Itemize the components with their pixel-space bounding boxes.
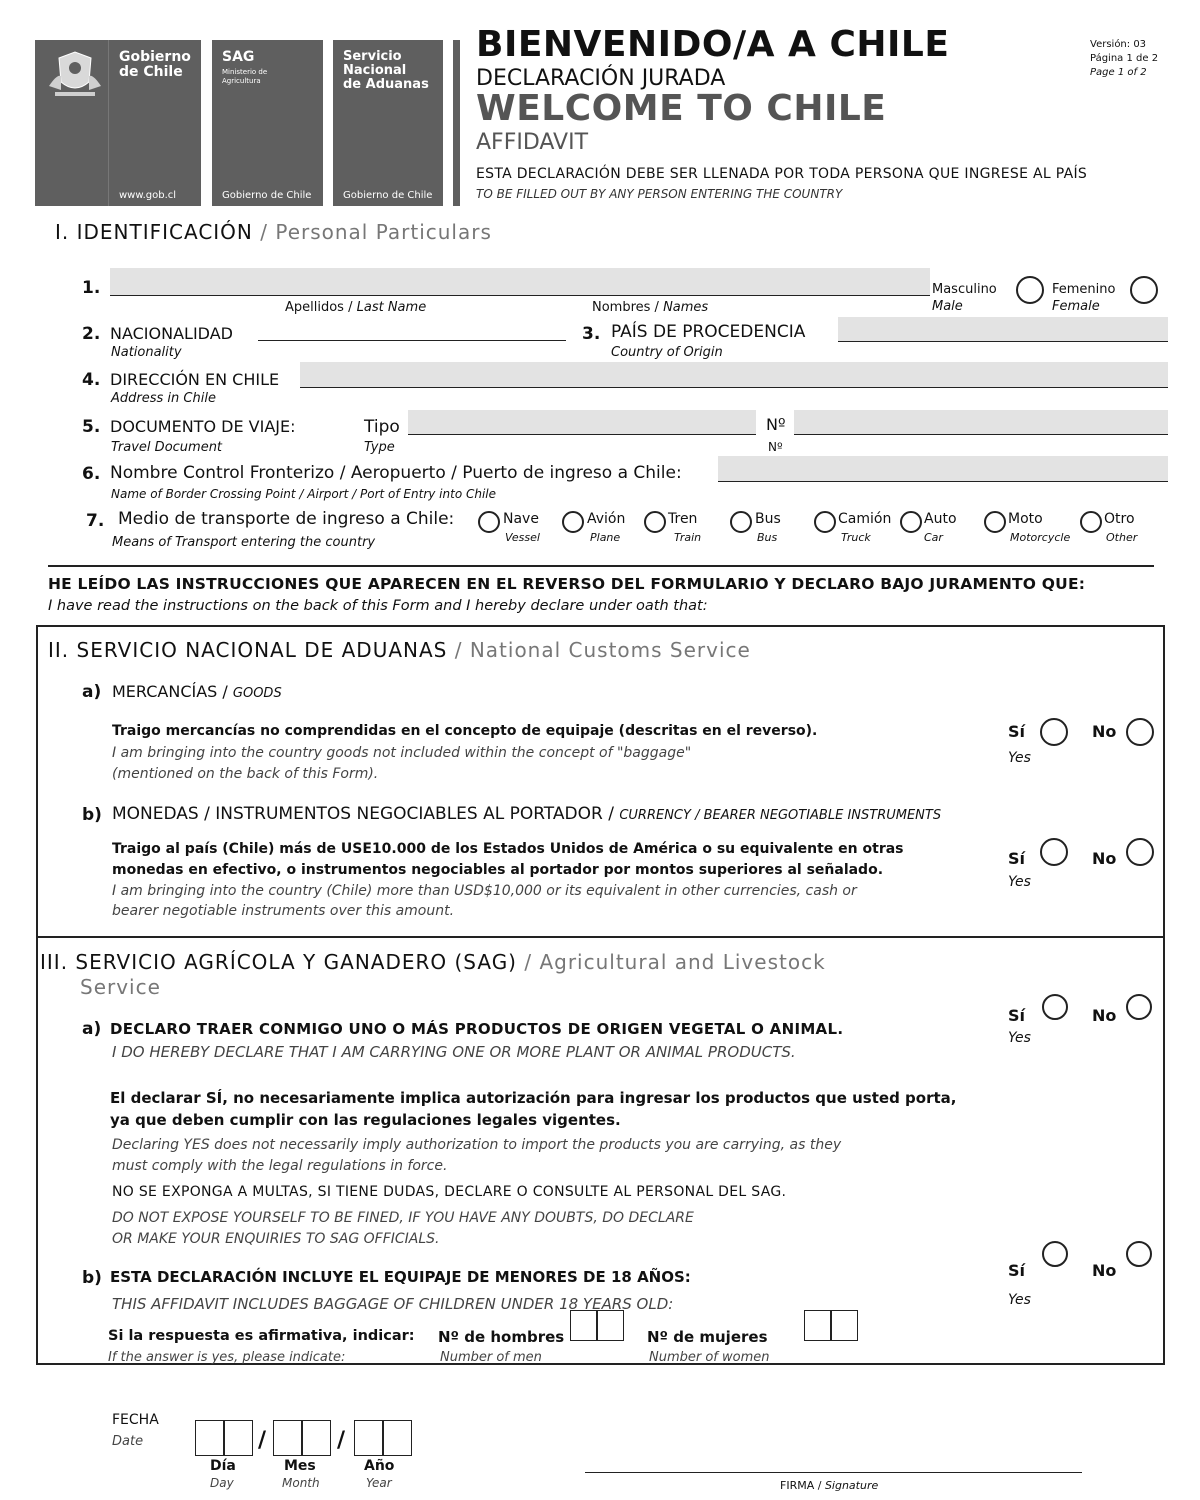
logo-aduanas (333, 40, 443, 206)
women-count-label-en: Number of women (649, 1350, 770, 1365)
customs-b-label: b) (82, 805, 102, 825)
month-box-2[interactable] (301, 1420, 331, 1456)
transport-train-label: Tren (668, 511, 698, 527)
year-box-1[interactable] (354, 1420, 384, 1456)
transport-label-en: Means of Transport entering the country (112, 535, 376, 550)
section-3-title: III. SERVICIO AGRÍCOLA Y GANADERO (SAG) / Agricultural and Livestock (40, 950, 826, 974)
address-label: DIRECCIÓN EN CHILE (110, 370, 280, 389)
currency-text-2: monedas en efectivo, o instrumentos negociables al portador por montos superiores al señalado. (112, 862, 884, 878)
transport-bus-label: Bus (755, 511, 781, 527)
field-2-number: 2. (82, 324, 101, 344)
sag-b-yes-radio[interactable] (1042, 1241, 1068, 1267)
logo-title: Servicio Nacional de Aduanas (343, 49, 429, 92)
transport-plane-label-en: Plane (590, 531, 621, 544)
transport-plane-label: Avión (587, 511, 626, 527)
day-label: Día (210, 1458, 236, 1474)
section-3-title-line2: Service (80, 975, 161, 999)
goods-yes-label: Sí (1008, 722, 1026, 741)
goods-text: Traigo mercancías no comprendidas en el concepto de equipaje (descritas en el reverso). (112, 723, 818, 739)
address-label-en: Address in Chile (111, 391, 216, 406)
transport-vessel-label-en: Vessel (505, 531, 540, 544)
currency-no-label: No (1092, 849, 1117, 868)
transport-other-radio[interactable] (1080, 511, 1102, 533)
sag-b-title: ESTA DECLARACIÓN INCLUYE EL EQUIPAJE DE MENORES DE 18 AÑOS: (110, 1268, 691, 1286)
logo-sag (212, 40, 323, 206)
sag-a-title: DECLARO TRAER CONMIGO UNO O MÁS PRODUCTOS DE ORIGEN VEGETAL O ANIMAL. (110, 1020, 844, 1038)
sag-b-yes-label: Sí (1008, 1261, 1026, 1280)
oath-es: HE LEÍDO LAS INSTRUCCIONES QUE APARECEN EN EL REVERSO DEL FORMULARIO Y DECLARO BAJO JURAMENTO QUE: (48, 575, 1086, 593)
field-4-number: 4. (82, 370, 101, 390)
goods-text-en-2: (mentioned on the back of this Form). (112, 766, 379, 782)
transport-truck-radio[interactable] (814, 511, 836, 533)
entry-point-input[interactable] (718, 456, 1168, 482)
sag-a-yes-radio[interactable] (1042, 994, 1068, 1020)
logo-title: SAG (222, 49, 255, 65)
nationality-label-en: Nationality (111, 345, 182, 360)
country-of-origin-input[interactable] (838, 317, 1168, 342)
date-label-en: Date (112, 1434, 144, 1449)
day-label-en: Day (210, 1476, 234, 1490)
transport-motorcycle-label: Moto (1008, 511, 1043, 527)
name-input[interactable] (110, 268, 930, 296)
version-info: Versión: 03 Página 1 de 2 Page 1 of 2 (1090, 39, 1159, 78)
currency-yes-radio[interactable] (1040, 838, 1068, 866)
doc-number-label: Nº (766, 415, 786, 434)
sag-b-label: b) (82, 1268, 102, 1288)
transport-vessel-radio[interactable] (478, 511, 500, 533)
doc-number-input[interactable] (794, 410, 1168, 435)
oath-en: I have read the instructions on the back of this Form and I hereby declare under oath that: (48, 598, 708, 614)
currency-text-en-1: I am bringing into the country (Chile) more than USD$10,000 or its equivalent in other currencies, cash or (112, 883, 857, 899)
sag-note-en-2: must comply with the legal regulations in force. (112, 1158, 448, 1174)
doc-type-label: Tipo (364, 417, 400, 437)
transport-other-label: Otro (1104, 511, 1135, 527)
nationality-input[interactable] (258, 320, 566, 341)
sag-b-yes-label-en: Yes (1008, 1292, 1031, 1308)
goods-yes-label-en: Yes (1008, 750, 1031, 766)
sag-warning-en-2: OR MAKE YOUR ENQUIRIES TO SAG OFFICIALS. (112, 1231, 440, 1247)
logo-footer: Gobierno de Chile (343, 190, 433, 201)
male-label: Masculino Male (932, 282, 997, 314)
year-label: Año (364, 1458, 395, 1474)
goods-no-label: No (1092, 722, 1117, 741)
signature-line[interactable] (585, 1452, 1082, 1473)
women-count-box-1[interactable] (804, 1310, 832, 1341)
men-count-label-en: Number of men (440, 1350, 542, 1365)
section-2-title: II. SERVICIO NACIONAL DE ADUANAS / National Customs Service (48, 638, 751, 662)
transport-vessel-label: Nave (503, 511, 539, 527)
entry-point-label: Nombre Control Fronterizo / Aeropuerto / Puerto de ingreso a Chile: (110, 463, 682, 483)
female-label: Femenino Female (1052, 282, 1116, 314)
notice-en: TO BE FILLED OUT BY ANY PERSON ENTERING THE COUNTRY (476, 187, 843, 201)
transport-train-radio[interactable] (644, 511, 666, 533)
title-es: BIENVENIDO/A A CHILE (476, 24, 950, 65)
transport-car-radio[interactable] (900, 511, 922, 533)
transport-label: Medio de transporte de ingreso a Chile: (118, 509, 455, 529)
country-of-origin-label-en: Country of Origin (611, 345, 723, 360)
transport-train-label-en: Train (674, 531, 702, 544)
sag-warning-en-1: DO NOT EXPOSE YOURSELF TO BE FINED, IF YOU HAVE ANY DOUBTS, DO DECLARE (112, 1210, 694, 1226)
entry-point-label-en: Name of Border Crossing Point / Airport / Port of Entry into Chile (111, 487, 497, 501)
day-box-2[interactable] (223, 1420, 253, 1456)
customs-a-label: a) (82, 682, 102, 702)
transport-plane-radio[interactable] (562, 511, 584, 533)
men-count-box-2[interactable] (596, 1310, 624, 1341)
sag-note-2: ya que deben cumplir con las regulaciones legales vigentes. (110, 1111, 621, 1129)
signature-label: FIRMA / Signature (780, 1479, 879, 1492)
field-3-number: 3. (582, 324, 601, 344)
transport-car-label-en: Car (924, 531, 943, 544)
currency-no-radio[interactable] (1126, 838, 1154, 866)
women-count-label: Nº de mujeres (647, 1328, 768, 1346)
men-count-label: Nº de hombres (438, 1328, 565, 1346)
transport-truck-label-en: Truck (841, 531, 871, 544)
surname-label: Apellidos / Last Name (285, 300, 427, 315)
date-separator-1: / (258, 1428, 267, 1453)
currency-yes-label: Sí (1008, 849, 1026, 868)
transport-bus-radio[interactable] (730, 511, 752, 533)
currency-yes-label-en: Yes (1008, 874, 1031, 890)
field-6-number: 6. (82, 464, 101, 484)
logo-subtitle: Ministerio de Agricultura (222, 68, 268, 85)
sag-note-en-1: Declaring YES does not necessarily imply authorization to import the products you are carrying, as they (112, 1137, 842, 1153)
sag-a-no-label: No (1092, 1006, 1117, 1025)
address-input[interactable] (300, 362, 1168, 388)
month-label-en: Month (282, 1476, 320, 1490)
transport-car-label: Auto (924, 511, 957, 527)
names-label: Nombres / Names (592, 300, 709, 315)
sag-warning: NO SE EXPONGA A MULTAS, SI TIENE DUDAS, DECLARE O CONSULTE AL PERSONAL DEL SAG. (112, 1184, 787, 1200)
goods-title: MERCANCÍAS / GOODS (112, 682, 282, 701)
section-divider (48, 565, 1154, 567)
goods-yes-radio[interactable] (1040, 718, 1068, 746)
doc-number-label-en: Nº (768, 440, 783, 454)
goods-text-en-1: I am bringing into the country goods not included within the concept of "baggage" (112, 745, 692, 761)
subtitle-en: AFFIDAVIT (476, 130, 589, 155)
coat-of-arms-icon (43, 46, 107, 102)
title-en: WELCOME TO CHILE (476, 88, 887, 129)
doc-type-label-en: Type (364, 440, 395, 455)
sag-a-no-radio[interactable] (1126, 994, 1152, 1020)
header-divider (453, 40, 460, 206)
if-yes-label-en: If the answer is yes, please indicate: (108, 1350, 346, 1365)
subtitle-es: DECLARACIÓN JURADA (476, 66, 726, 91)
day-box-1[interactable] (195, 1420, 225, 1456)
notice-es: ESTA DECLARACIÓN DEBE SER LLENADA POR TODA PERSONA QUE INGRESE AL PAÍS (476, 166, 1088, 182)
transport-motorcycle-label-en: Motorcycle (1010, 531, 1071, 544)
country-of-origin-label: PAÍS DE PROCEDENCIA (611, 322, 806, 342)
currency-text-en-2: bearer negotiable instruments over this amount. (112, 903, 455, 919)
nationality-label: NACIONALIDAD (110, 324, 233, 343)
section-1-title: I. IDENTIFICACIÓN / Personal Particulars (55, 220, 492, 244)
male-radio[interactable] (1016, 276, 1044, 304)
travel-document-label: DOCUMENTO DE VIAJE: (110, 417, 296, 436)
sag-b-no-label: No (1092, 1261, 1117, 1280)
men-count-box-1[interactable] (570, 1310, 598, 1341)
female-radio[interactable] (1130, 276, 1158, 304)
field-1-number: 1. (82, 278, 101, 298)
date-separator-2: / (337, 1428, 346, 1453)
sag-a-yes-label: Sí (1008, 1006, 1026, 1025)
if-yes-label: Si la respuesta es afirmativa, indicar: (108, 1328, 415, 1344)
transport-truck-label: Camión (838, 511, 892, 527)
sag-b-title-en: THIS AFFIDAVIT INCLUDES BAGGAGE OF CHILDREN UNDER 18 YEARS OLD: (112, 1295, 674, 1313)
date-label: FECHA (112, 1412, 159, 1428)
transport-motorcycle-radio[interactable] (984, 511, 1006, 533)
sag-b-no-radio[interactable] (1126, 1241, 1152, 1267)
month-box-1[interactable] (273, 1420, 303, 1456)
women-count-box-2[interactable] (830, 1310, 858, 1341)
transport-other-label-en: Other (1106, 531, 1138, 544)
goods-no-radio[interactable] (1126, 718, 1154, 746)
month-label: Mes (284, 1458, 316, 1474)
year-label-en: Year (366, 1476, 392, 1490)
logo-footer: www.gob.cl (119, 190, 177, 201)
logo-footer: Gobierno de Chile (222, 190, 312, 201)
currency-text-1: Traigo al país (Chile) más de USE10.000 de los Estados Unidos de América o su equivalente en otras (112, 841, 904, 857)
field-7-number: 7. (86, 511, 105, 531)
field-5-number: 5. (82, 417, 101, 437)
sag-a-title-en: I DO HEREBY DECLARE THAT I AM CARRYING ONE OR MORE PLANT OR ANIMAL PRODUCTS. (112, 1043, 796, 1061)
sag-a-label: a) (82, 1019, 102, 1039)
doc-type-input[interactable] (408, 410, 756, 435)
year-box-2[interactable] (382, 1420, 412, 1456)
currency-title: MONEDAS / INSTRUMENTOS NEGOCIABLES AL PORTADOR / CURRENCY / BEARER NEGOTIABLE INSTRUMENTS (112, 804, 942, 824)
travel-document-label-en: Travel Document (111, 440, 223, 455)
transport-bus-label-en: Bus (757, 531, 778, 544)
logo-gobierno-de-chile (35, 40, 201, 206)
sag-a-yes-label-en: Yes (1008, 1030, 1031, 1046)
sag-note-1: El declarar SÍ, no necesariamente implica autorización para ingresar los productos que usted porta, (110, 1089, 957, 1107)
logo-title: Gobierno de Chile (119, 49, 191, 80)
